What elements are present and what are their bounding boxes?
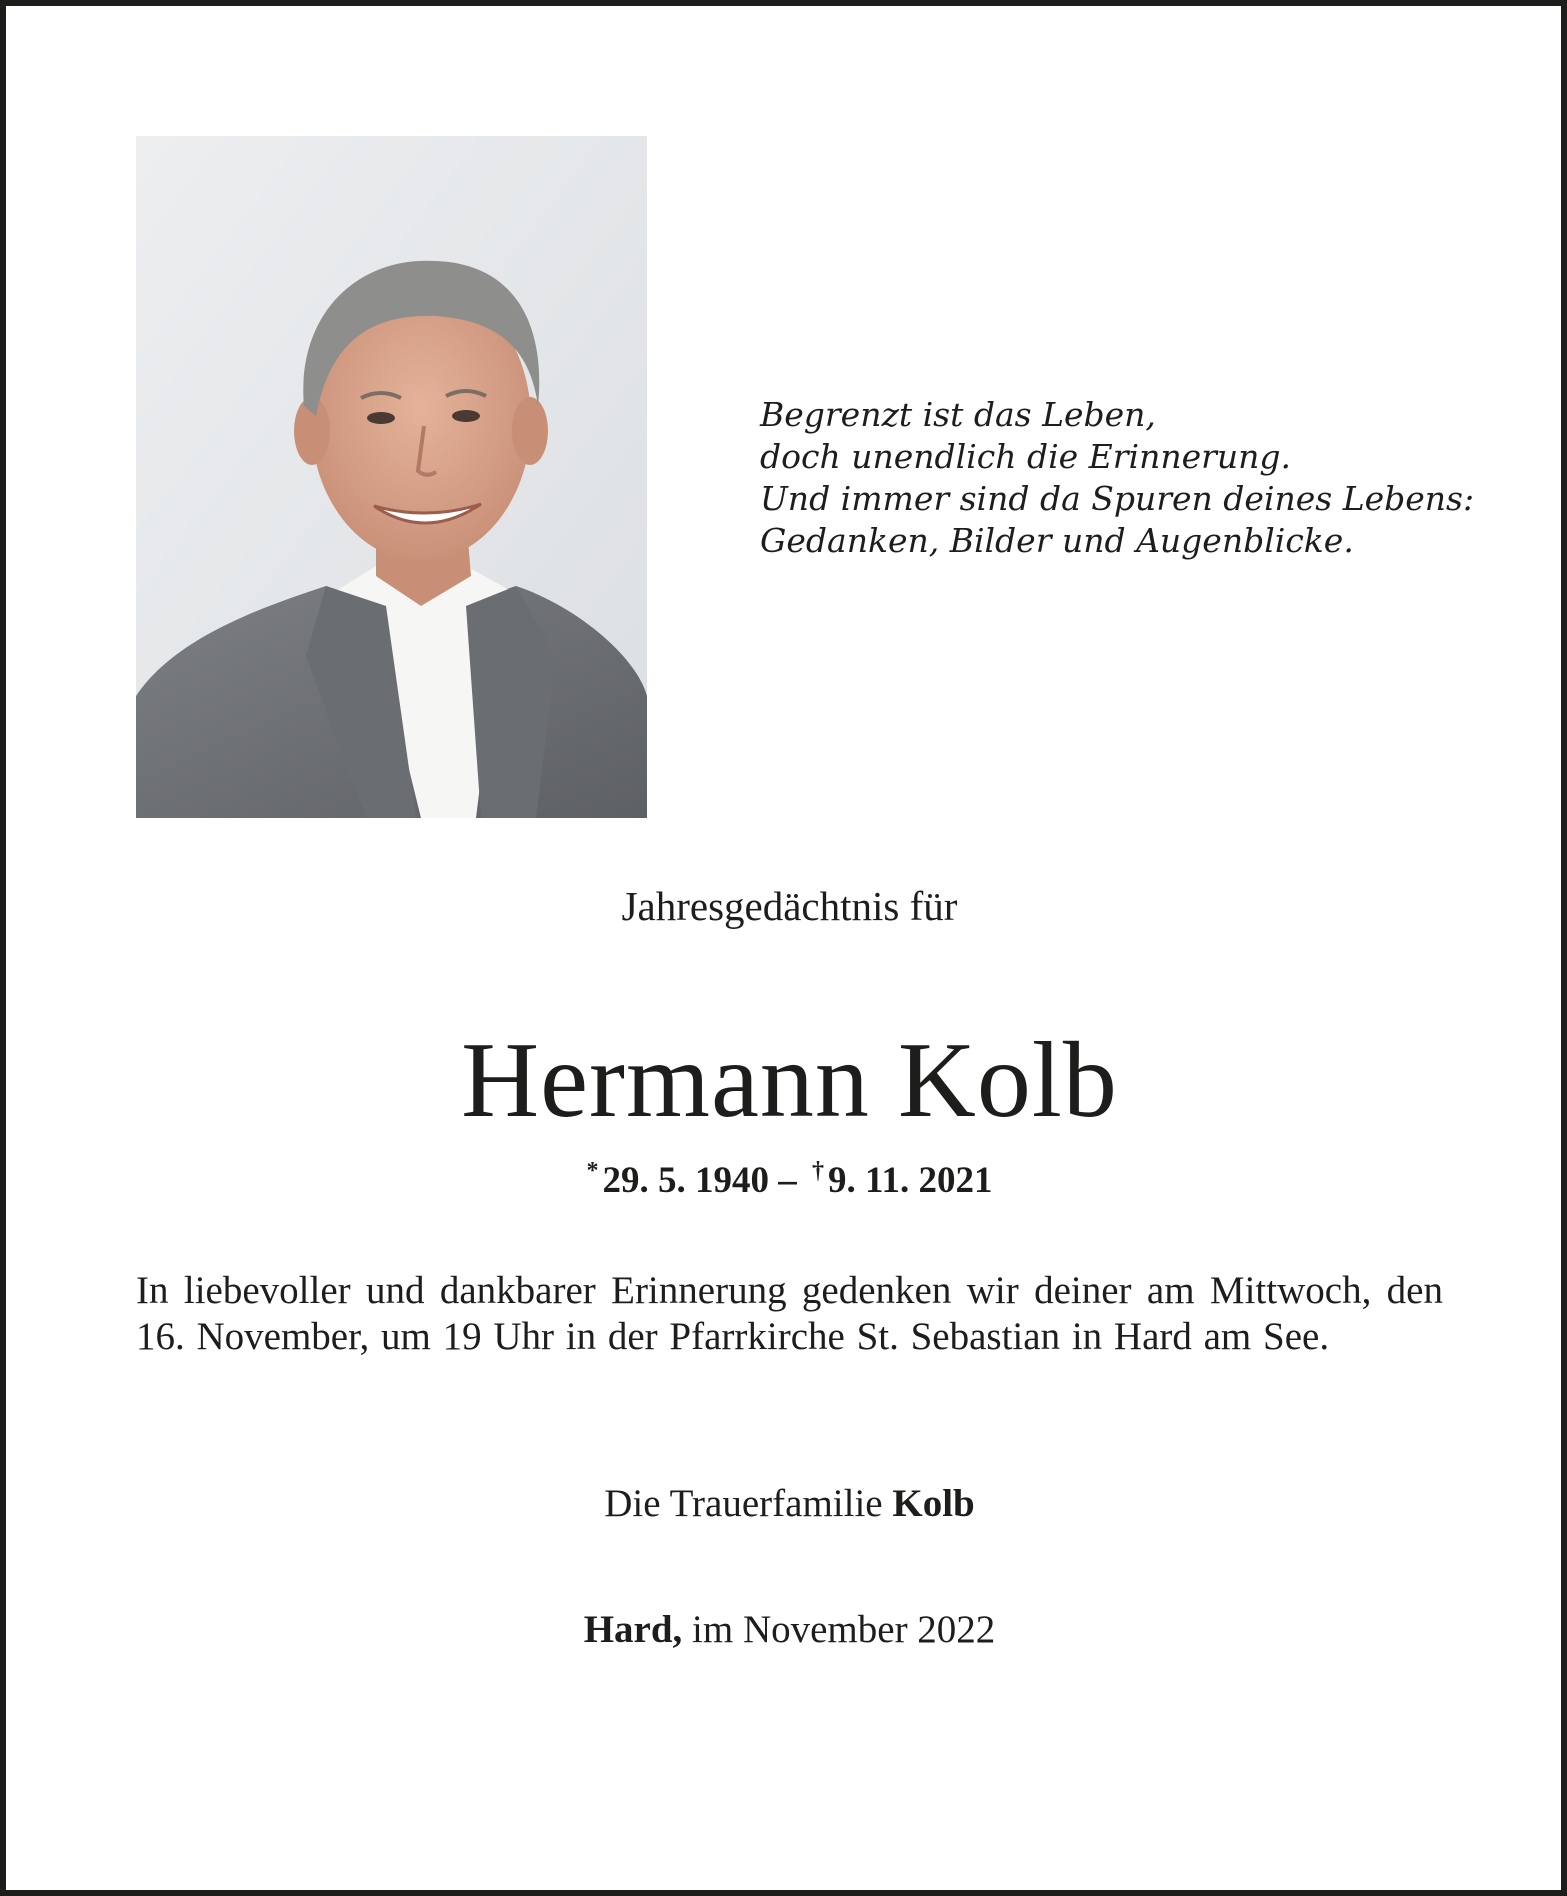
- life-dates: [136, 1146, 1443, 1206]
- date-separator: –: [778, 1160, 797, 1201]
- place-name: Hard,: [583, 1608, 683, 1651]
- birth-symbol: *: [586, 1158, 599, 1184]
- deceased-name: Hermann Kolb: [461, 1021, 1118, 1140]
- signature-line: [136, 1478, 1443, 1530]
- quote-line: Begrenzt ist das Leben,: [760, 395, 1156, 434]
- birth-date: 29. 5. 1940: [602, 1160, 770, 1201]
- death-date: 9. 11. 2021: [828, 1160, 993, 1201]
- quote-line: Und immer sind da Spuren deines Lebens:: [760, 479, 1475, 518]
- memorial-quote: [760, 394, 1520, 562]
- signature-family: Kolb: [892, 1482, 975, 1525]
- death-symbol: †: [812, 1158, 825, 1184]
- place-date: im November 2022: [692, 1608, 996, 1651]
- notice-subtitle: Jahresgedächtnis für: [621, 883, 958, 929]
- memorial-announcement: In liebevoller und dankbarer Erinnerung gedenken wir deiner am Mittwoch, den 16. November, um 19 Uhr in der Pfarrkirche St. Sebastian in Hard am See.: [136, 1269, 1443, 1358]
- signature-prefix: Die Trauerfamilie: [604, 1482, 883, 1525]
- quote-line: Gedanken, Bilder und Augenblicke.: [760, 521, 1354, 560]
- quote-line: doch unendlich die Erinnerung.: [760, 437, 1292, 476]
- portrait-icon: [136, 136, 647, 818]
- place-date-line: [136, 1604, 1443, 1656]
- portrait-photo: [136, 136, 647, 818]
